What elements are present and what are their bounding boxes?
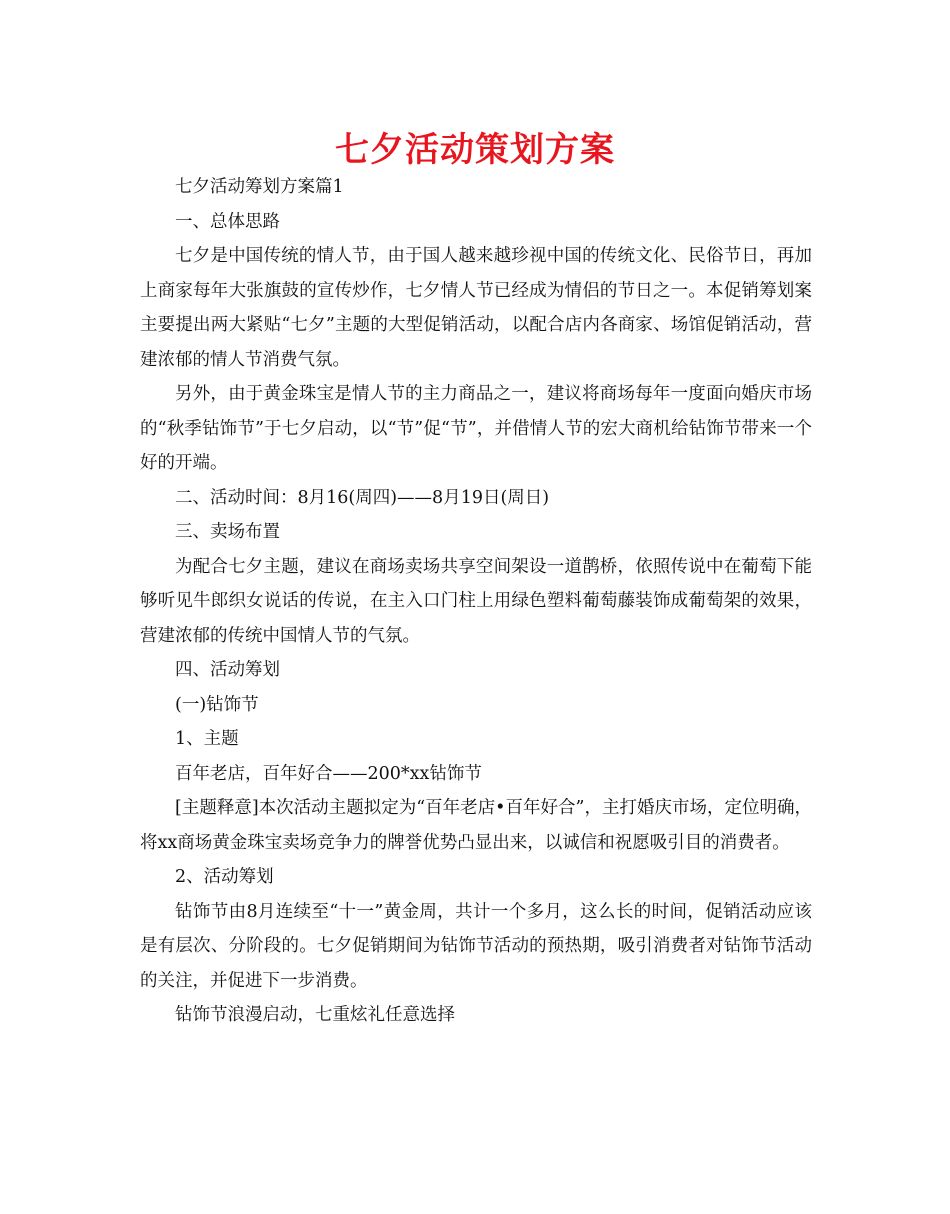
paragraph: [主题释意]本次活动主题拟定为“百年老店•百年好合”，主打婚庆市场，定位明确，将xx商场黄金珠宝卖场竞争力的牌誉优势凸显出来，以诚信和祝愿吸引目的消费者。 [140,798,812,853]
sub-heading: 2、活动筹划 [175,867,274,887]
document-body [140,170,812,1033]
section-heading: 七夕活动筹划方案篇1 [175,177,344,197]
paragraph: 另外，由于黄金珠宝是情人节的主力商品之一，建议将商场每年一度面向婚庆市场的“秋季钻饰节”于七夕启动，以“节”促“节”，并借情人节的宏大商机给钻饰节带来一个好的开端。 [140,384,812,473]
paragraph: 为配合七夕主题，建议在商场卖场共享空间架设一道鹊桥，依照传说中在葡萄下能够听见牛郎织女说话的传说，在主入口门柱上用绿色塑料葡萄藤装饰成葡萄架的效果，营建浓郁的传统中国情人节的气氛。 [140,556,812,646]
paragraph: 钻饰节浪漫启动，七重炫礼任意选择 [175,1005,455,1025]
paragraph: 钻饰节由8月连续至“十一”黄金周，共计一个多月，这么长的时间，促销活动应该是有层次、分阶段的。七夕促销期间为钻饰节活动的预热期，吸引消费者对钻饰节活动的关注，并促进下一步消费。 [140,901,812,991]
sub-heading: 1、主题 [175,729,239,749]
sub-heading: (一)钻饰节 [175,694,259,715]
section-heading: 二、活动时间：8月16(周四)——8月19日(周日) [175,487,550,508]
section-heading: 三、卖场布置 [175,522,280,542]
paragraph: 百年老店，百年好合——200*xx钻饰节 [175,763,482,784]
section-heading: 一、总体思路 [175,211,280,232]
paragraph: 七夕是中国传统的情人节，由于国人越来越珍视中国的传统文化、民俗节日，再加上商家每年大张旗鼓的宣传炒作，七夕情人节已经成为情侣的节日之一。本促销筹划案主要提出两大紧贴“七夕”主题的大型促销活动，以配合店内各商家、场馆促销活动，营建浓郁的情人节消费气氛。 [140,246,812,370]
section-heading: 四、活动筹划 [175,660,280,680]
document-title: 七夕活动策划方案 [335,130,615,170]
